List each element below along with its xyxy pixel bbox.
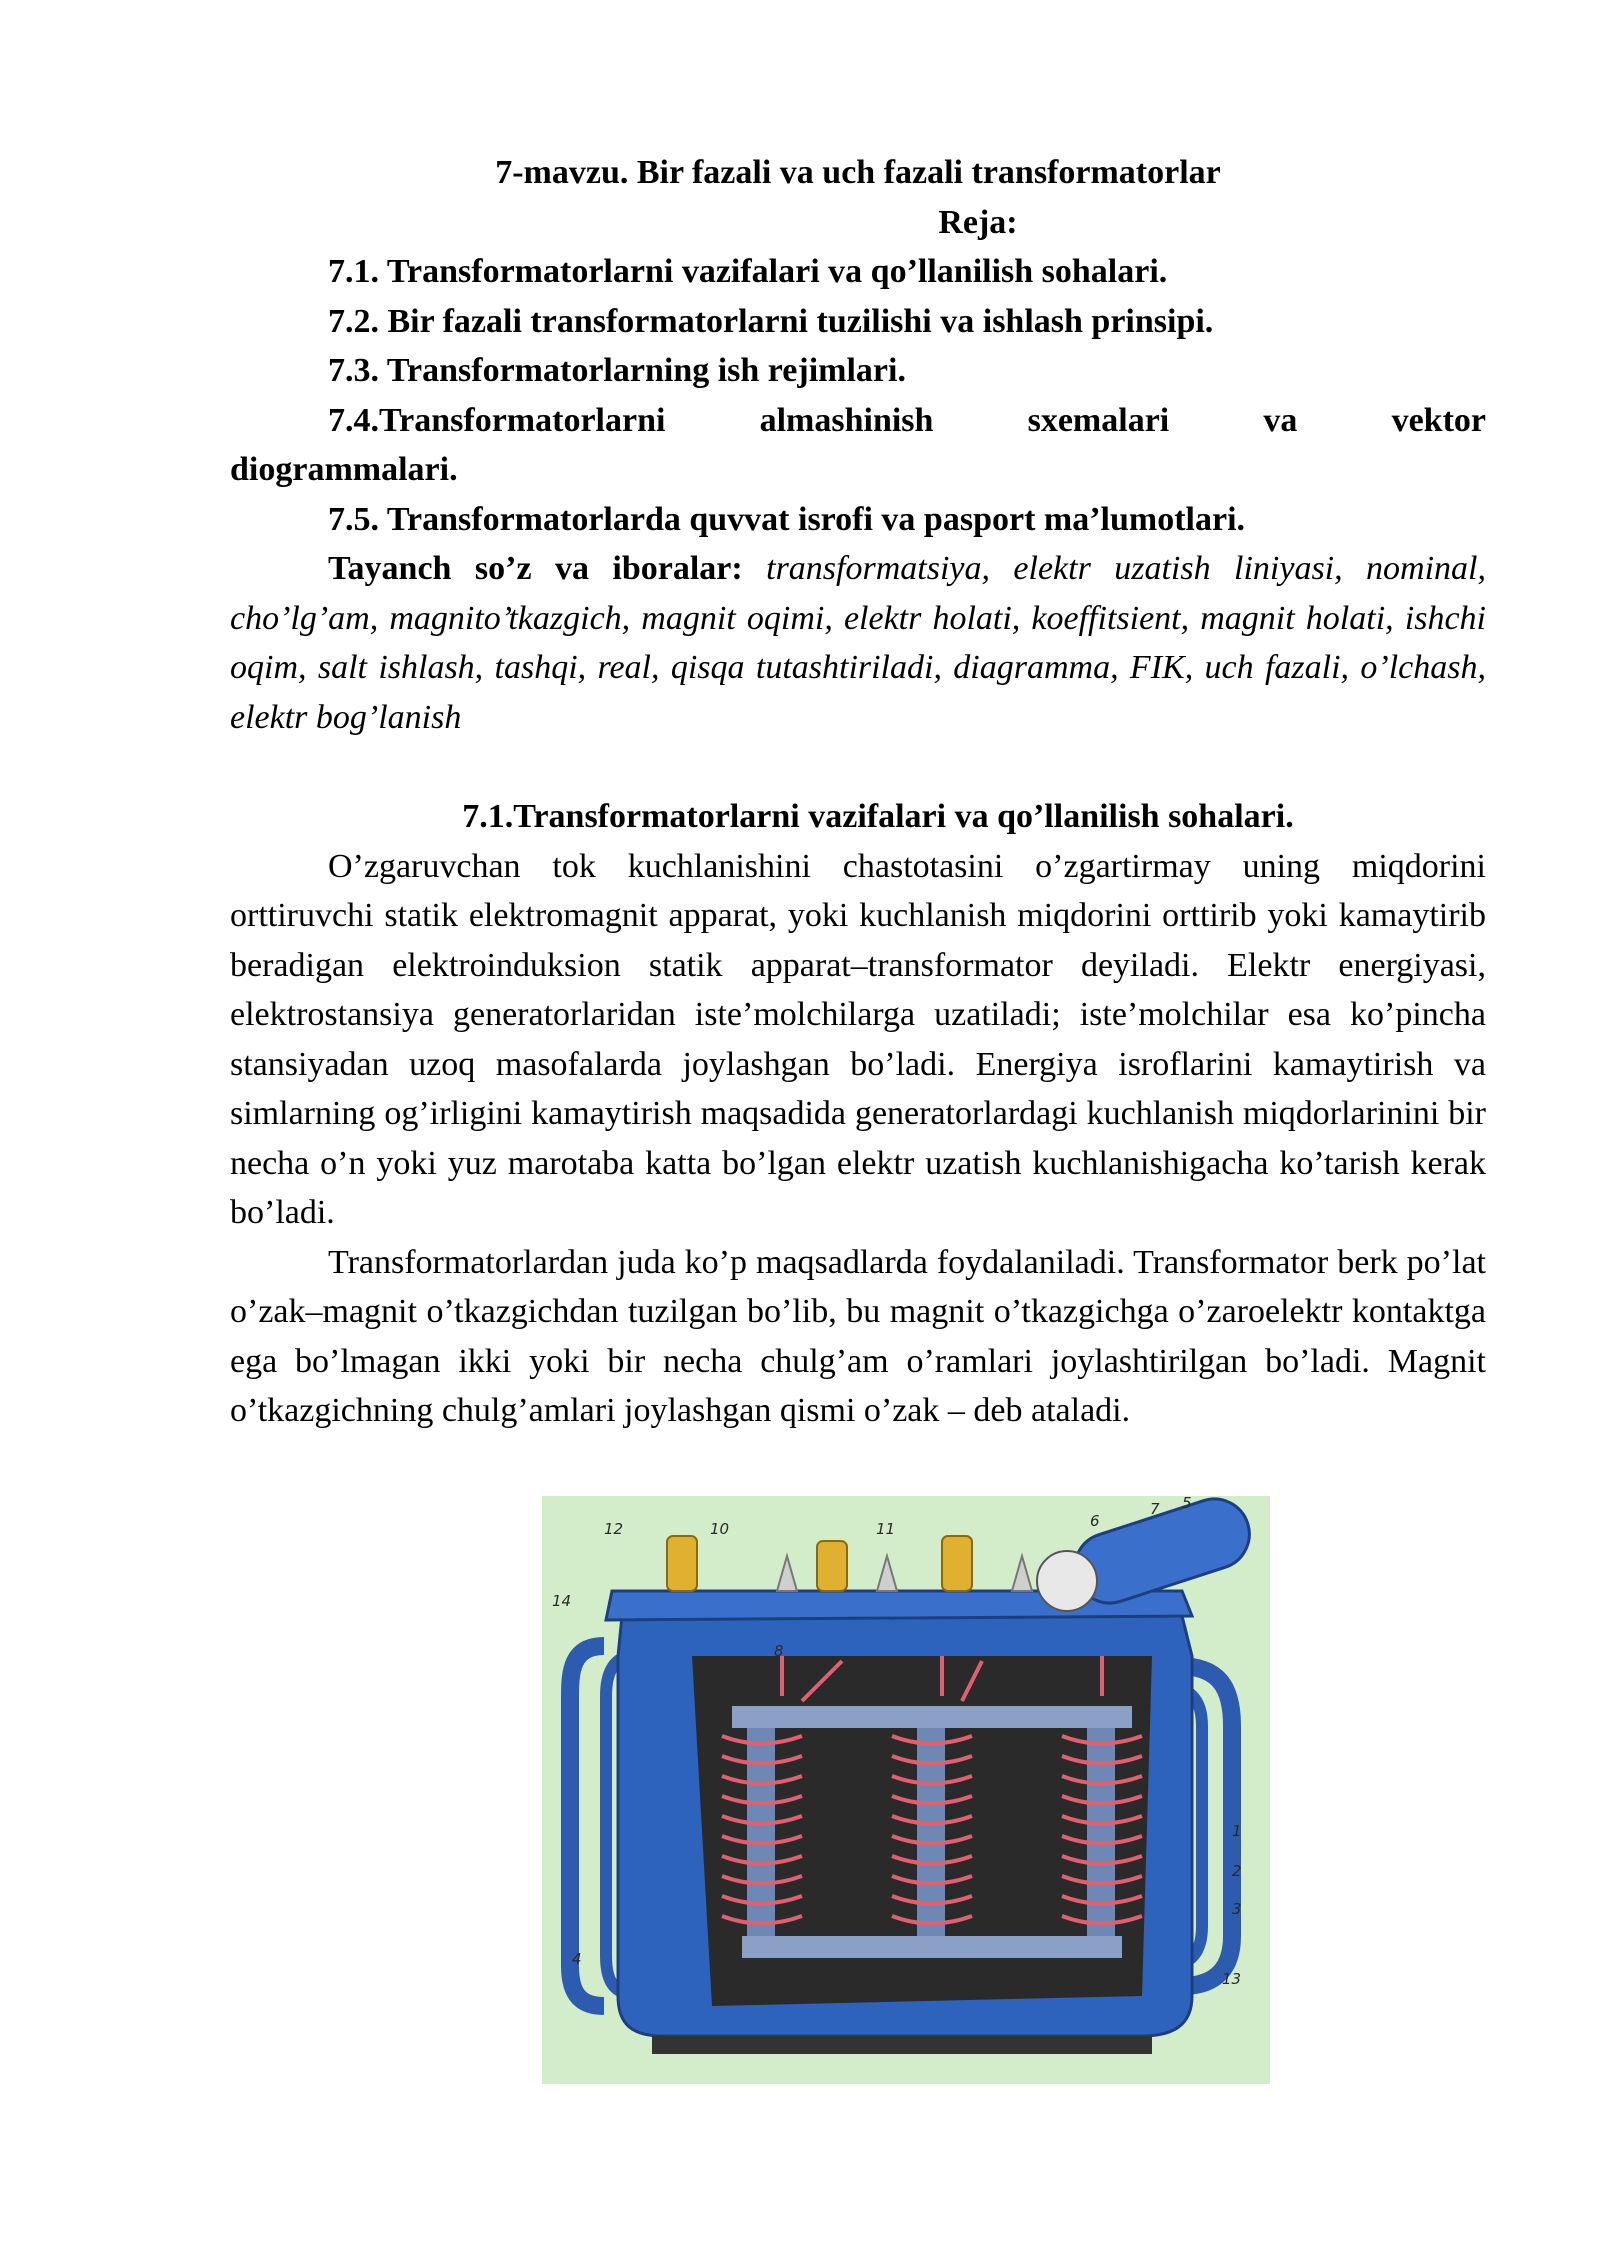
plan-item: 7.1. Transformatorlarni vazifalari va qo’llanilish sohalari. [328,253,1168,290]
keywords-paragraph [230,544,1486,742]
figure-label: 4 [572,1950,582,1968]
section-title: 7.1.Transformatorlarni vazifalari va qo’llanilish sohalari. [462,798,1294,835]
keywords-label: Tayanch so’z va iboralar: [328,550,743,587]
figure-label: 12 [604,1520,624,1538]
body-paragraph: O’zgaruvchan tok kuchlanishini chastotasini o’zgartirmay uning miqdorini orttiruvchi statik elektromagnit apparat, yoki kuchlanish miqdorini orttirib yoki kamaytirib beradigan elektroinduksion statik apparat–transformator deyiladi. Elektr energiyasi, elektrostansiya generatorlaridan iste’molchilarga uzatiladi; iste’molchilar esa ko’pincha stansiyadan uzoq masofalarda joylashgan bo’ladi. Energiya isroflarini kamaytirish va simlarning og’irligini kamaytirish maqsadida generatorlardagi kuchlanish miqdorlarinini bir necha o’n yoki yuz marotaba katta bo’lgan elektr uzatish kuchlanishigacha ko’tarish kerak bo’ladi. [230,847,1486,1231]
body-paragraph: Transformatorlardan juda ko’p maqsadlarda foydalaniladi. Transformator berk po’lat o’zak–magnit o’tkazgichdan tuzilgan bo’lib, bu magnit o’tkazgichga o’zaroelektr kontaktga ega bo’lmagan ikki yoki bir necha chulg’am o’ramlari joylashtirilgan bo’ladi. Magnit o’tkazgichning chulg’amlari joylashgan qismi o’zak – deb ataladi. [230,1243,1486,1429]
plan-item: 7.2. Bir fazali transformatorlarni tuzilishi va ishlash prinsipi. [328,302,1214,340]
transformer-cutaway-drawing [542,1496,1270,2084]
figure-label: 14 [552,1592,572,1610]
figure-label: 3 [1232,1900,1242,1918]
plan-heading: Reja: [938,203,1018,241]
document-body [230,148,1486,1436]
plan-item: 7.3. Transformatorlarning ish rejimlari. [328,352,906,389]
keywords-text: transformatsiya, elektr uzatish liniyasi, nominal, cho’lg’am, magnito’tkazgich, magnit oqimi, elektr holati, koeffitsient, magnit holati, ishchi oqim, salt ishlash, tashqi, real, qisqa tutashtiriladi, diagramma, FIK, uch fazali, o’lchash, elektr bog’lanish [230,550,1486,736]
figure-label: 2 [1232,1862,1242,1880]
figure-label: 6 [1090,1512,1100,1530]
plan-item: 7.5. Transformatorlarda quvvat isrofi va pasport ma’lumotlari. [328,500,1246,538]
plan-item-continuation: diogrammalari. [230,451,458,488]
topic-title: 7-mavzu. Bir fazali va uch fazali transformatorlar [495,154,1221,191]
figure-label: 8 [774,1642,784,1660]
figure-label: 10 [710,1520,730,1538]
figure-label: 7 [1150,1500,1160,1518]
figure-label: 5 [1182,1496,1192,1512]
figure-label: 1 [1232,1822,1242,1840]
transformer-illustration [542,1496,1270,2084]
plan-item: 7.4.Transformatorlarni almashinish sxemalari va vektor [328,401,1486,439]
figure-label: 11 [876,1520,896,1538]
figure-label: 13 [1222,1970,1242,1988]
